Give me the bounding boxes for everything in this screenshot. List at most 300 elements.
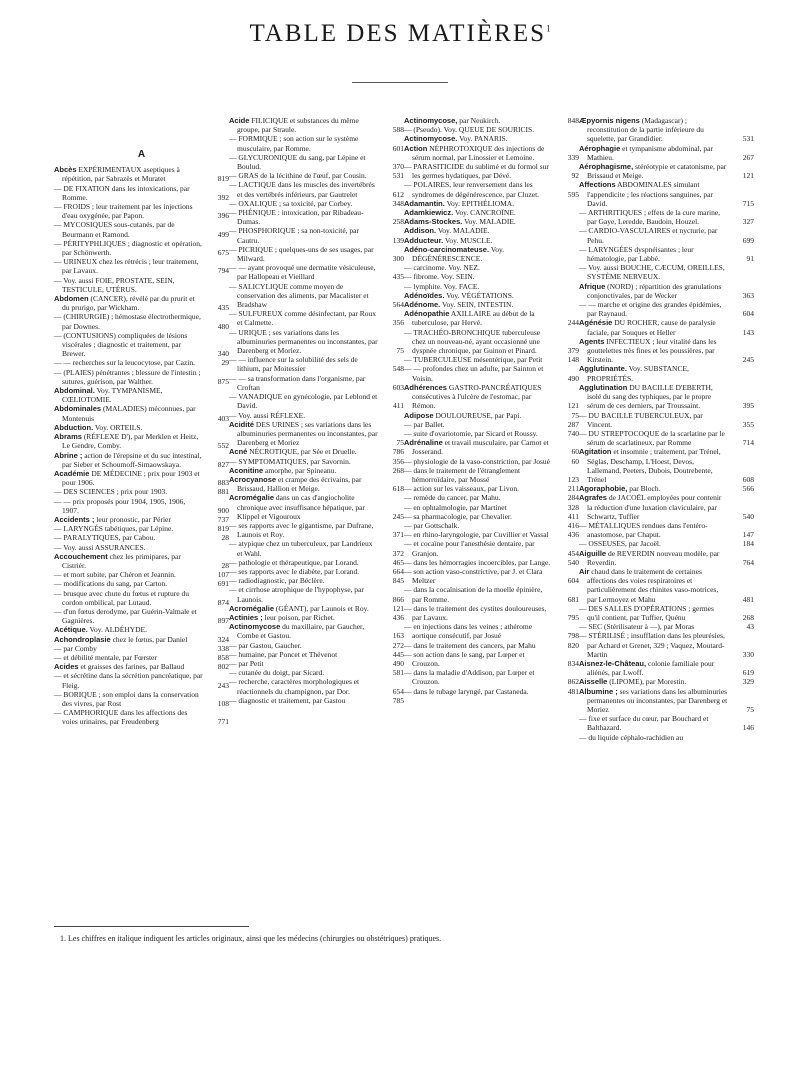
entry-page-number: 681 bbox=[567, 594, 579, 604]
entry-body: — atypique chez un tuberculeux, par Landrieux et Wahl. bbox=[229, 539, 373, 558]
index-entry bbox=[404, 328, 579, 356]
index-entry bbox=[229, 134, 404, 152]
entry-text bbox=[404, 383, 541, 410]
index-entry bbox=[54, 386, 229, 404]
entry-text bbox=[404, 300, 513, 309]
entry-body: DU BACILLE D'EBERTH, isolé du sang des typhiques, par le propre sérum de ces derniers, par Troussaint. bbox=[587, 382, 713, 411]
entry-page-number: 874 bbox=[217, 597, 229, 607]
entry-text bbox=[404, 558, 550, 567]
index-entry bbox=[229, 180, 404, 198]
entry-text bbox=[579, 714, 708, 732]
entry-body: Voy. TYMPANISME, CŒLIOTOMIE. bbox=[62, 386, 163, 405]
entry-body: — PARASITICIDE du sublimé et du formol sur les germes hydatiques, par Dévé. bbox=[404, 162, 549, 181]
entry-body: — STÉRILISÉ ; insufflation dans les pleurésies, par Achard et Grenet, 329 ; Vaquez, Moutard-Martin bbox=[579, 631, 725, 659]
entry-text bbox=[229, 650, 337, 659]
entry-body: (LIPOME), par Morestin. bbox=[609, 677, 687, 687]
entry-page-number: 163 bbox=[392, 631, 404, 641]
entry-body: — TUBERCULEUSE mésentérique, par Petit bbox=[404, 355, 543, 365]
entry-text bbox=[54, 662, 184, 671]
index-entry bbox=[54, 312, 229, 330]
entry-text bbox=[229, 668, 324, 677]
index-entry bbox=[229, 116, 404, 134]
entry-page-number: 75 bbox=[396, 438, 404, 448]
entry-body: — LACTIQUE dans les muscles des invertébrés et des vertébrés inférieurs, par Gautrelet bbox=[229, 180, 375, 199]
entry-body: DU ROCHER, cause de paralysie faciale, par Souques et Heller bbox=[587, 318, 716, 337]
entry-text bbox=[54, 671, 203, 689]
entry-page-number: 436 bbox=[567, 530, 579, 540]
entry-body: — suite d'ovariotomie, par Sicard et Roussy. bbox=[404, 428, 538, 438]
index-column-1 bbox=[54, 116, 229, 920]
entry-body: — par Gastou, Gaucher. bbox=[229, 640, 302, 650]
entry-text bbox=[579, 687, 727, 714]
index-entry bbox=[229, 411, 404, 420]
entry-page-number: 268 bbox=[742, 612, 754, 622]
entry-heading: Acétique. bbox=[54, 625, 88, 635]
entry-body: — ses rapports avec le gigantisme, par Dufrane, Launois et Roy. bbox=[229, 520, 374, 540]
entry-body: EXPÉRIMENTAUX aseptiques à répétition, par Sabrazès et Muratet bbox=[62, 165, 180, 184]
entry-page-number: 268 bbox=[392, 465, 404, 475]
entry-text bbox=[229, 180, 375, 198]
index-entry bbox=[404, 272, 579, 281]
entry-body: — Voy. aussi FOIE, PROSTATE, SEIN, TESTICULE, UTÉRUS. bbox=[54, 275, 175, 294]
entry-text bbox=[579, 493, 721, 520]
entry-body: par Neukirch. bbox=[459, 116, 501, 125]
entry-body: chaud dans le traitement de certaines affections des voies respiratoires et particulièrement des rhinites vaso-motrices, par Lermoyez et Mahu bbox=[587, 566, 719, 604]
entry-page-number: 184 bbox=[742, 539, 754, 549]
entry-text bbox=[404, 457, 550, 466]
entry-body: DES URINES ; ses variations dans les albuminuries permanentes ou inconstantes, par Darenberg et Moriez bbox=[237, 419, 378, 448]
entry-heading: Agoraphobie, bbox=[579, 484, 628, 494]
entry-body: — PHOSPHORIQUE ; sa non-toxicité, par Cautru. bbox=[229, 226, 359, 245]
entry-heading: Abdominal. bbox=[54, 386, 95, 396]
index-entry bbox=[229, 622, 404, 640]
entry-page-number: 75 bbox=[746, 705, 754, 714]
entry-heading: Abrams bbox=[54, 432, 82, 442]
entry-text bbox=[579, 245, 694, 263]
entry-text bbox=[229, 567, 359, 576]
entry-heading: Aconitine bbox=[229, 465, 264, 475]
entry-text bbox=[54, 451, 202, 469]
entry-text bbox=[579, 429, 725, 447]
index-entry bbox=[229, 199, 404, 208]
index-entry bbox=[579, 208, 754, 226]
entry-text bbox=[54, 239, 202, 257]
entry-heading: Adhérences bbox=[404, 382, 447, 392]
entry-page-number: 490 bbox=[392, 658, 404, 668]
entry-body: — OSSEUSES, par Jacoël. bbox=[579, 539, 661, 549]
entry-body: Voy. SEIN, INTESTIN. bbox=[442, 300, 514, 310]
entry-body: (NORD) ; répartition des granulations conjonctivales, par de Wecker bbox=[587, 281, 722, 300]
index-entry bbox=[54, 276, 229, 294]
entry-body: — cutanée du doigt, par Sicard. bbox=[229, 668, 325, 678]
entry-page-number: 603 bbox=[392, 382, 404, 392]
entry-page-number: 356 bbox=[392, 318, 404, 328]
entry-text bbox=[579, 631, 725, 658]
entry-page-number: 771 bbox=[217, 717, 229, 727]
entry-text bbox=[229, 576, 325, 585]
index-entry bbox=[229, 374, 404, 392]
index-entry bbox=[229, 328, 404, 356]
entry-text bbox=[54, 653, 157, 662]
index-entry bbox=[229, 613, 404, 622]
entry-text bbox=[404, 539, 535, 557]
entry-body: — physiologie de la vaso-constriction, par Josué bbox=[404, 456, 551, 466]
entry-text bbox=[54, 497, 185, 515]
index-entry bbox=[54, 469, 229, 487]
entry-page-number: 245 bbox=[392, 511, 404, 521]
entry-body: AXILLAIRE au début de la tuberculose, par Hervé. bbox=[412, 309, 535, 328]
entry-body: — Voy. aussi ASSURANCES. bbox=[54, 542, 146, 552]
entry-page-number: 581 bbox=[392, 668, 404, 678]
entry-text bbox=[54, 184, 190, 202]
entry-body: Voy. EPITHÉLIOMA. bbox=[446, 198, 515, 208]
entry-page-number: 881 bbox=[217, 487, 229, 497]
entry-page-number: 490 bbox=[567, 373, 579, 383]
entry-heading: Aisnez-le-Château, bbox=[579, 658, 647, 668]
entry-text bbox=[404, 420, 445, 429]
entry-body: et crampe des écrivains, par Brissaud, Hallion et Meige. bbox=[237, 474, 362, 494]
index-entry bbox=[54, 644, 229, 653]
entry-body: — DE FIXATION dans les intoxications, par Romme. bbox=[54, 183, 190, 202]
entry-text bbox=[404, 226, 490, 235]
entry-text bbox=[404, 438, 549, 456]
entry-body: DOULOUREUSE, par Papi. bbox=[435, 410, 522, 420]
title-rule bbox=[352, 82, 448, 83]
entry-heading: Abdomen bbox=[54, 294, 89, 304]
entry-text bbox=[54, 202, 193, 220]
entry-body: — et débilité mentale, par Fœrster bbox=[54, 652, 157, 662]
entry-body: NÉPHROTOXIQUE des injections de sérum normal, par Linossier et Lemoine. bbox=[412, 143, 545, 162]
entry-text bbox=[404, 429, 538, 438]
entry-body: — par Petit bbox=[229, 658, 264, 668]
entry-page-number: 601 bbox=[392, 143, 404, 153]
index-entry bbox=[404, 668, 579, 686]
entry-body: et graisses des farines, par Ballaud bbox=[80, 662, 185, 672]
entry-body: — d'un fœtus derodyme, par Guérin-Valmale et Gagnières. bbox=[54, 606, 197, 626]
entry-body: Voy. ALDÉHYDE. bbox=[89, 625, 148, 635]
entry-page-number: 608 bbox=[742, 474, 754, 484]
index-entry bbox=[54, 220, 229, 238]
index-entry bbox=[404, 282, 579, 291]
entry-body: — lymphite. Voy. FACE. bbox=[404, 281, 480, 291]
entry-heading: Aérophagisme, bbox=[579, 162, 634, 172]
entry-text bbox=[404, 144, 544, 162]
entry-page-number: 481 bbox=[742, 594, 754, 604]
entry-page-number: 340 bbox=[217, 349, 229, 359]
entry-page-number: 396 bbox=[217, 211, 229, 221]
index-entry bbox=[404, 208, 579, 217]
entry-page-number: 435 bbox=[217, 303, 229, 313]
entry-heading: Adipose bbox=[404, 410, 434, 420]
index-entry bbox=[54, 487, 229, 496]
entry-text bbox=[404, 217, 516, 226]
entry-page-number: 435 bbox=[392, 272, 404, 282]
index-entry bbox=[404, 622, 579, 640]
index-entry bbox=[579, 364, 754, 382]
entry-body: — DES SALLES D'OPÉRATIONS ; germes qu'il contient, par Tuffier, Quénu bbox=[579, 603, 714, 622]
entry-body: — — prix proposés pour 1904, 1905, 1906, 1907. bbox=[54, 496, 186, 515]
entry-body: GASTRO-PANCRÉATIQUES consécutives à l'ulcère de l'estomac, par Rémon. bbox=[412, 382, 542, 411]
entry-heading: Action bbox=[404, 143, 428, 153]
entry-text bbox=[579, 318, 716, 336]
index-entry bbox=[579, 411, 754, 429]
entry-heading: Adénopathie bbox=[404, 309, 450, 319]
entry-page-number: 897 bbox=[217, 616, 229, 626]
entry-body: — — marche et origine des grandes épidémies, par Raynaud. bbox=[579, 300, 722, 319]
entry-heading: Adrénaline bbox=[404, 438, 443, 448]
entry-text bbox=[229, 226, 359, 244]
entry-text bbox=[229, 585, 364, 603]
entry-text bbox=[404, 650, 525, 668]
index-entry bbox=[404, 125, 579, 134]
entry-page-number: 481 bbox=[567, 686, 579, 696]
entry-page-number: 531 bbox=[742, 134, 754, 144]
entry-body: par Bloch. bbox=[629, 484, 661, 494]
entry-text bbox=[229, 558, 359, 567]
entry-page-number: 604 bbox=[742, 309, 754, 319]
entry-heading: Adams-Stockes. bbox=[404, 217, 463, 227]
entry-page-number: 691 bbox=[217, 579, 229, 589]
entry-body: — humaine, par Poncet et Thévenot bbox=[229, 649, 338, 659]
index-entry bbox=[579, 429, 754, 447]
entry-page-number: 348 bbox=[392, 198, 404, 208]
entry-heading: Acné bbox=[229, 447, 248, 457]
index-entry bbox=[54, 625, 229, 634]
entry-text bbox=[229, 521, 373, 539]
entry-page-number: 699 bbox=[742, 235, 754, 245]
entry-page-number: 820 bbox=[567, 640, 579, 650]
entry-heading: Afrique bbox=[579, 281, 606, 291]
entry-page-number: 403 bbox=[217, 413, 229, 423]
index-entry bbox=[404, 604, 579, 622]
entry-text bbox=[579, 263, 725, 281]
entry-heading: Agglutination bbox=[579, 382, 628, 392]
index-entry bbox=[229, 245, 404, 263]
entry-body: colonie familiale pour aliénés, par Lwoff. bbox=[587, 658, 715, 678]
entry-heading: Acides bbox=[54, 662, 79, 672]
entry-page-number: 802 bbox=[217, 662, 229, 672]
entry-page-number: 715 bbox=[742, 198, 754, 208]
entry-text bbox=[229, 392, 377, 410]
entry-text bbox=[579, 604, 714, 622]
entry-heading: Acromégalie bbox=[229, 493, 275, 503]
entry-heading: Addison. bbox=[404, 226, 437, 236]
page-title-text: TABLE DES MATIÈRES bbox=[249, 20, 546, 47]
index-entry bbox=[404, 521, 579, 530]
index-entry bbox=[229, 677, 404, 695]
footnote-rule bbox=[54, 926, 249, 927]
entry-text bbox=[229, 328, 378, 355]
index-entry bbox=[404, 457, 579, 466]
entry-page-number: 819 bbox=[217, 174, 229, 184]
index-entry bbox=[54, 635, 229, 644]
index-entry bbox=[579, 180, 754, 208]
entry-text bbox=[579, 226, 717, 244]
entry-heading: Achondroplasie bbox=[54, 634, 111, 644]
entry-body: Voy. MUSCLE. bbox=[444, 235, 493, 245]
entry-body: — PICRIQUE ; quelques-uns de ses usages, par Milward. bbox=[229, 244, 374, 264]
entry-body: — DU BACILLE TUBERCULEUX, par Vincent. bbox=[579, 410, 703, 429]
entry-body: Voy. CANCROÏNE. bbox=[454, 208, 516, 218]
entry-text bbox=[404, 162, 549, 180]
index-entry bbox=[579, 687, 754, 715]
index-entry bbox=[404, 383, 579, 411]
entry-body: — URINEUX chez les rétrécis ; leur traitement, par Lavaux. bbox=[54, 257, 199, 276]
entry-body: (MALADIES) méconnues, par Montenuis bbox=[62, 404, 196, 423]
entry-page-number: 795 bbox=[567, 612, 579, 622]
index-entry bbox=[404, 236, 579, 245]
index-entry bbox=[229, 521, 404, 539]
entry-body: — son action vaso-constrictive, par J. et Clara Meltzer bbox=[404, 566, 543, 586]
index-entry bbox=[54, 579, 229, 588]
entry-page-number: 139 bbox=[392, 235, 404, 245]
entry-text bbox=[229, 466, 336, 475]
entry-text bbox=[579, 677, 686, 686]
entry-body: — dans la maladie d'Addison, par Lœper et Crouzon. bbox=[404, 668, 535, 687]
entry-body: — — sa transformation dans l'organisme, par Croftan bbox=[229, 373, 366, 392]
entry-text bbox=[54, 589, 189, 607]
entry-page-number: 785 bbox=[392, 695, 404, 705]
entry-body: de REVERDIN nouveau modèle, par Reverdin. bbox=[587, 548, 720, 567]
index-entry bbox=[579, 447, 754, 484]
entry-heading: Actinomycose. bbox=[404, 134, 458, 144]
index-entry bbox=[404, 300, 579, 309]
index-entry bbox=[54, 358, 229, 367]
index-entry bbox=[229, 457, 404, 466]
entry-heading: Agitation bbox=[579, 447, 612, 457]
entry-body: — OXALIQUE ; sa toxicité, par Corbey. bbox=[229, 198, 353, 208]
entry-page-number: 531 bbox=[392, 171, 404, 181]
entry-text bbox=[404, 245, 504, 263]
entry-text bbox=[229, 199, 352, 208]
entry-heading: Air bbox=[579, 566, 590, 576]
entry-text bbox=[579, 539, 661, 548]
entry-body: ses variations dans les albuminuries permanentes ou inconstantes, par Darenberg et Moriez bbox=[587, 686, 728, 714]
entry-page-number: 858 bbox=[217, 652, 229, 662]
entry-body: (CANCER), révélé par du prurit et du prurigo, par Wickham. bbox=[62, 294, 195, 313]
entry-body: action de l'érepsine et du suc intestinal, par Sieber et Schoumoff-Simaowskaya. bbox=[62, 450, 202, 469]
entry-text bbox=[579, 567, 718, 604]
entry-body: ABDOMINALES simulant l'appendicite ; les réactions sanguines, par David. bbox=[587, 180, 713, 208]
entry-heading: Agénésie bbox=[579, 318, 613, 328]
entry-page-number: 794 bbox=[217, 266, 229, 276]
entry-body: — ses rapports avec le diabète, par Lorand. bbox=[229, 566, 360, 576]
entry-body: — DU STREPTOCOQUE de la scarlatine par le sérum de scarlatineux, par Romme bbox=[579, 428, 725, 448]
index-entry bbox=[579, 116, 754, 144]
index-entry bbox=[229, 355, 404, 373]
entry-text bbox=[404, 116, 500, 125]
entry-text bbox=[229, 208, 364, 226]
entry-body: — et mort subite, par Chéron et Jeannin. bbox=[54, 570, 176, 580]
entry-page-number: 845 bbox=[392, 576, 404, 586]
entry-body: — PARALYTIQUES, par Cabou. bbox=[54, 533, 156, 543]
entry-page-number: 675 bbox=[217, 248, 229, 258]
entry-heading: Albumine ; bbox=[579, 686, 618, 696]
entry-body: — action sur les vaisseaux, par Livon. bbox=[404, 484, 519, 494]
entry-body: — — influence sur la solubilité des sels de lithium, par Moitessier bbox=[229, 355, 358, 374]
entry-body: — modifications du sang, par Carton. bbox=[54, 579, 168, 589]
index-entry bbox=[54, 368, 229, 386]
index-entry bbox=[229, 282, 404, 310]
entry-body: — POLAIRES, leur renversement dans les syndromes de dégénérescence, par Cluzet. bbox=[404, 180, 540, 199]
entry-page-number: 416 bbox=[567, 520, 579, 530]
entry-page-number: 356 bbox=[392, 456, 404, 466]
entry-body: FILICIQUE et substances du même groupe, par Straule. bbox=[237, 116, 359, 135]
index-entry bbox=[404, 687, 579, 696]
index-entry bbox=[579, 604, 754, 622]
index-entry bbox=[404, 309, 579, 327]
entry-text bbox=[229, 613, 335, 622]
index-entry bbox=[579, 733, 754, 742]
entry-text bbox=[54, 579, 167, 588]
section-letter: A bbox=[137, 149, 146, 160]
entry-text bbox=[229, 134, 358, 152]
entry-text bbox=[579, 364, 689, 382]
entry-heading: Adénome. bbox=[404, 300, 441, 310]
entry-page-number: 564 bbox=[392, 300, 404, 310]
entry-page-number: 339 bbox=[567, 152, 579, 162]
entry-page-number: 411 bbox=[568, 511, 579, 521]
entry-body: — Voy. aussi BOUCHE, CÆCUM, OREILLES, SYSTÈME NERVEUX. bbox=[579, 263, 725, 282]
entry-text bbox=[54, 644, 97, 653]
entry-text bbox=[54, 358, 195, 367]
index-entry bbox=[579, 300, 754, 318]
entry-page-number: 819 bbox=[217, 524, 229, 534]
index-entry bbox=[579, 162, 754, 180]
index-entry bbox=[229, 668, 404, 677]
entry-text bbox=[229, 493, 365, 520]
entry-text bbox=[54, 276, 175, 294]
entry-page-number: 329 bbox=[742, 677, 754, 687]
entry-page-number: 595 bbox=[567, 189, 579, 199]
entry-page-number: 244 bbox=[567, 318, 579, 328]
entry-text bbox=[404, 484, 519, 493]
entry-body: leur pronostic, par Périer bbox=[96, 514, 171, 524]
entry-page-number: 327 bbox=[742, 217, 754, 227]
entry-heading: Abduction. bbox=[54, 422, 94, 432]
entry-body: — dans le traitement des cancers, par Mahu bbox=[404, 640, 536, 650]
index-entry bbox=[404, 180, 579, 198]
entry-page-number: 862 bbox=[567, 677, 579, 687]
entry-text bbox=[229, 677, 359, 695]
entry-text bbox=[404, 512, 512, 521]
entry-heading: Affections bbox=[579, 180, 616, 190]
entry-body: chez les primipares, par Cistriér. bbox=[62, 551, 181, 570]
entry-heading: Acidité bbox=[229, 419, 255, 429]
entry-text bbox=[404, 272, 475, 281]
entry-body: amorphe, par Spineanu. bbox=[265, 465, 337, 475]
page-title bbox=[0, 20, 800, 48]
index-entry bbox=[229, 420, 404, 448]
index-entry bbox=[404, 364, 579, 382]
entry-text bbox=[404, 282, 479, 291]
index-entry bbox=[229, 650, 404, 659]
entry-body: — GLYCURONIQUE du sang, par Lépine et Boulud. bbox=[229, 152, 366, 172]
index-columns bbox=[54, 116, 755, 920]
entry-heading: Accidents ; bbox=[54, 514, 95, 524]
index-entry bbox=[229, 539, 404, 557]
entry-text bbox=[404, 604, 546, 622]
entry-text bbox=[404, 521, 459, 530]
index-entry bbox=[579, 567, 754, 604]
entry-text bbox=[404, 328, 540, 355]
index-entry bbox=[54, 708, 229, 726]
entry-text bbox=[579, 383, 713, 410]
index-entry bbox=[54, 404, 229, 422]
entry-body: — (PLAIES) pénétrantes ; blessure de l'intestin ; sutures, guérison, par Walther. bbox=[54, 367, 201, 386]
index-entry bbox=[579, 144, 754, 162]
entry-page-number: 324 bbox=[217, 634, 229, 644]
